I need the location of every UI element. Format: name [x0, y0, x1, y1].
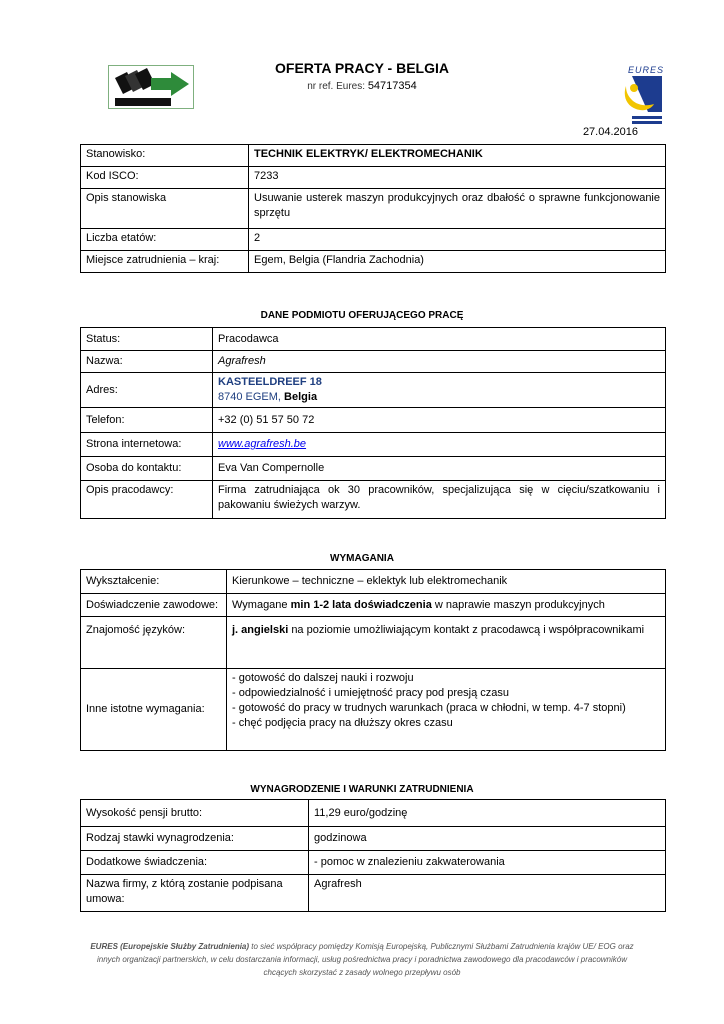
table-row	[81, 251, 666, 273]
website-cell	[213, 433, 666, 457]
footer-text: to sieć współpracy pomiędzy Komisją Europejską, Publicznymi Służbami Zatrudnienia krajów UE/ EOG oraz innych organizacji partnerskich, w celu dostarczania informacji, usług pośrednictwa pracy i poradnictwa zawodowego dla pracodawców i pracowników chcących skorzystać z zasady wolnego przepływu osób	[96, 942, 634, 977]
label-cell: Znajomość języków:	[81, 617, 227, 669]
contract-company-value: Agrafresh	[309, 875, 666, 912]
table-row	[81, 433, 666, 457]
label-cell: Rodzaj stawki wynagrodzenia:	[81, 827, 309, 851]
reference-number	[0, 80, 724, 92]
rate-type-value: godzinowa	[309, 827, 666, 851]
positions-count-value: 2	[249, 229, 666, 251]
experience-post: w naprawie maszyn produkcyjnych	[434, 598, 605, 611]
label-cell: Wysokość pensji brutto:	[81, 800, 309, 827]
label-cell: Nazwa:	[81, 351, 213, 373]
website-link[interactable]: www.agrafresh.be	[218, 438, 307, 450]
table-row	[81, 351, 666, 373]
label-cell: Doświadczenie zawodowe:	[81, 594, 227, 617]
employer-section-title: DANE PODMIOTU OFERUJĄCEGO PRACĘ	[260, 310, 464, 321]
table-row	[81, 373, 666, 408]
offer-date: 27.04.2016	[582, 126, 638, 138]
location-value: Egem, Belgia (Flandria Zachodnia)	[249, 251, 666, 273]
label-cell: Wykształcenie:	[81, 570, 227, 594]
status-value: Pracodawca	[213, 328, 666, 351]
table-row	[81, 851, 666, 875]
languages-value	[227, 617, 666, 669]
experience-pre: Wymagane	[232, 598, 288, 611]
page-title: OFERTA PRACY - BELGIA	[275, 60, 449, 76]
address-country: Belgia	[284, 391, 318, 403]
table-row	[81, 617, 666, 669]
job-title-value: TECHNIK ELEKTRYK/ ELEKTROMECHANIK	[249, 145, 666, 167]
ref-number: 54717354	[367, 80, 417, 92]
job-description-value: Usuwanie usterek maszyn produkcyjnych oraz dbałość o sprawne funkcjonowanie sprzętu	[249, 189, 666, 229]
salary-value: 11,29 euro/godzinę	[309, 800, 666, 827]
table-row	[81, 408, 666, 433]
salary-section-title: WYNAGRODZENIE I WARUNKI ZATRUDNIENIA	[250, 784, 474, 795]
table-row	[81, 229, 666, 251]
table-row	[81, 328, 666, 351]
list-item: - gotowość do pracy w trudnych warunkach (praca w chłodni, w temp. 4-7 stopni)	[232, 702, 626, 714]
phone-value: +32 (0) 51 57 50 72	[213, 408, 666, 433]
table-row	[81, 167, 666, 189]
label-cell: Telefon:	[81, 408, 213, 433]
languages-rest: na poziomie umożliwiającym kontakt z pracodawcą i współpracownikami	[291, 624, 645, 636]
label-cell: Adres:	[81, 373, 213, 408]
label-cell: Osoba do kontaktu:	[81, 457, 213, 481]
footer-note	[80, 940, 644, 979]
education-value: Kierunkowe – techniczne – eklektyk lub elektromechanik	[227, 570, 666, 594]
ref-label: nr ref. Eures:	[307, 81, 366, 92]
isco-value: 7233	[249, 167, 666, 189]
label-cell: Inne istotne wymagania:	[81, 669, 227, 751]
label-cell: Miejsce zatrudnienia – kraj:	[81, 251, 249, 273]
other-requirements-value	[227, 669, 666, 751]
eures-logo	[618, 64, 668, 128]
salary-table	[80, 799, 666, 912]
table-row	[81, 800, 666, 827]
address-street: KASTEELDREEF 18	[218, 376, 322, 388]
table-row	[81, 827, 666, 851]
address-value	[213, 373, 666, 408]
languages-bold: j. angielski	[232, 624, 289, 636]
list-item: - chęć podjęcia pracy na dłuższy okres czasu	[232, 717, 453, 729]
table-row	[81, 145, 666, 167]
label-cell: Dodatkowe świadczenia:	[81, 851, 309, 875]
label-cell: Nazwa firmy, z którą zostanie podpisana umowa:	[81, 875, 309, 912]
employer-description-value: Firma zatrudniająca ok 30 pracowników, specjalizująca się w cięciu/szatkowaniu i pakowaniu świeżych warzyw.	[213, 481, 666, 519]
list-item: - odpowiedzialność i umiejętność pracy pod presją czasu	[232, 687, 509, 699]
contact-person-value: Eva Van Compernolle	[213, 457, 666, 481]
label-cell: Status:	[81, 328, 213, 351]
table-row	[81, 669, 666, 751]
label-cell: Kod ISCO:	[81, 167, 249, 189]
experience-value	[227, 594, 666, 617]
footer-bold: EURES (Europejskie Służby Zatrudnienia)	[90, 942, 250, 951]
label-cell: Liczba etatów:	[81, 229, 249, 251]
label-cell: Stanowisko:	[81, 145, 249, 167]
requirements-section-title: WYMAGANIA	[330, 553, 394, 564]
requirements-table	[80, 569, 666, 751]
experience-bold: min 1-2 lata doświadczenia	[290, 598, 432, 611]
table-row	[81, 189, 666, 229]
address-city: 8740 EGEM,	[218, 391, 281, 403]
benefits-value: - pomoc w znalezieniu zakwaterowania	[309, 851, 666, 875]
table-row	[81, 481, 666, 519]
list-item: - gotowość do dalszej nauki i rozwoju	[232, 672, 414, 684]
position-table	[80, 144, 666, 273]
svg-text:EURES: EURES	[628, 65, 665, 75]
label-cell: Opis stanowiska	[81, 189, 249, 229]
employer-table	[80, 327, 666, 519]
table-row	[81, 594, 666, 617]
table-row	[81, 875, 666, 912]
table-row	[81, 457, 666, 481]
employer-name-value: Agrafresh	[213, 351, 666, 373]
table-row	[81, 570, 666, 594]
label-cell: Opis pracodawcy:	[81, 481, 213, 519]
label-cell: Strona internetowa:	[81, 433, 213, 457]
